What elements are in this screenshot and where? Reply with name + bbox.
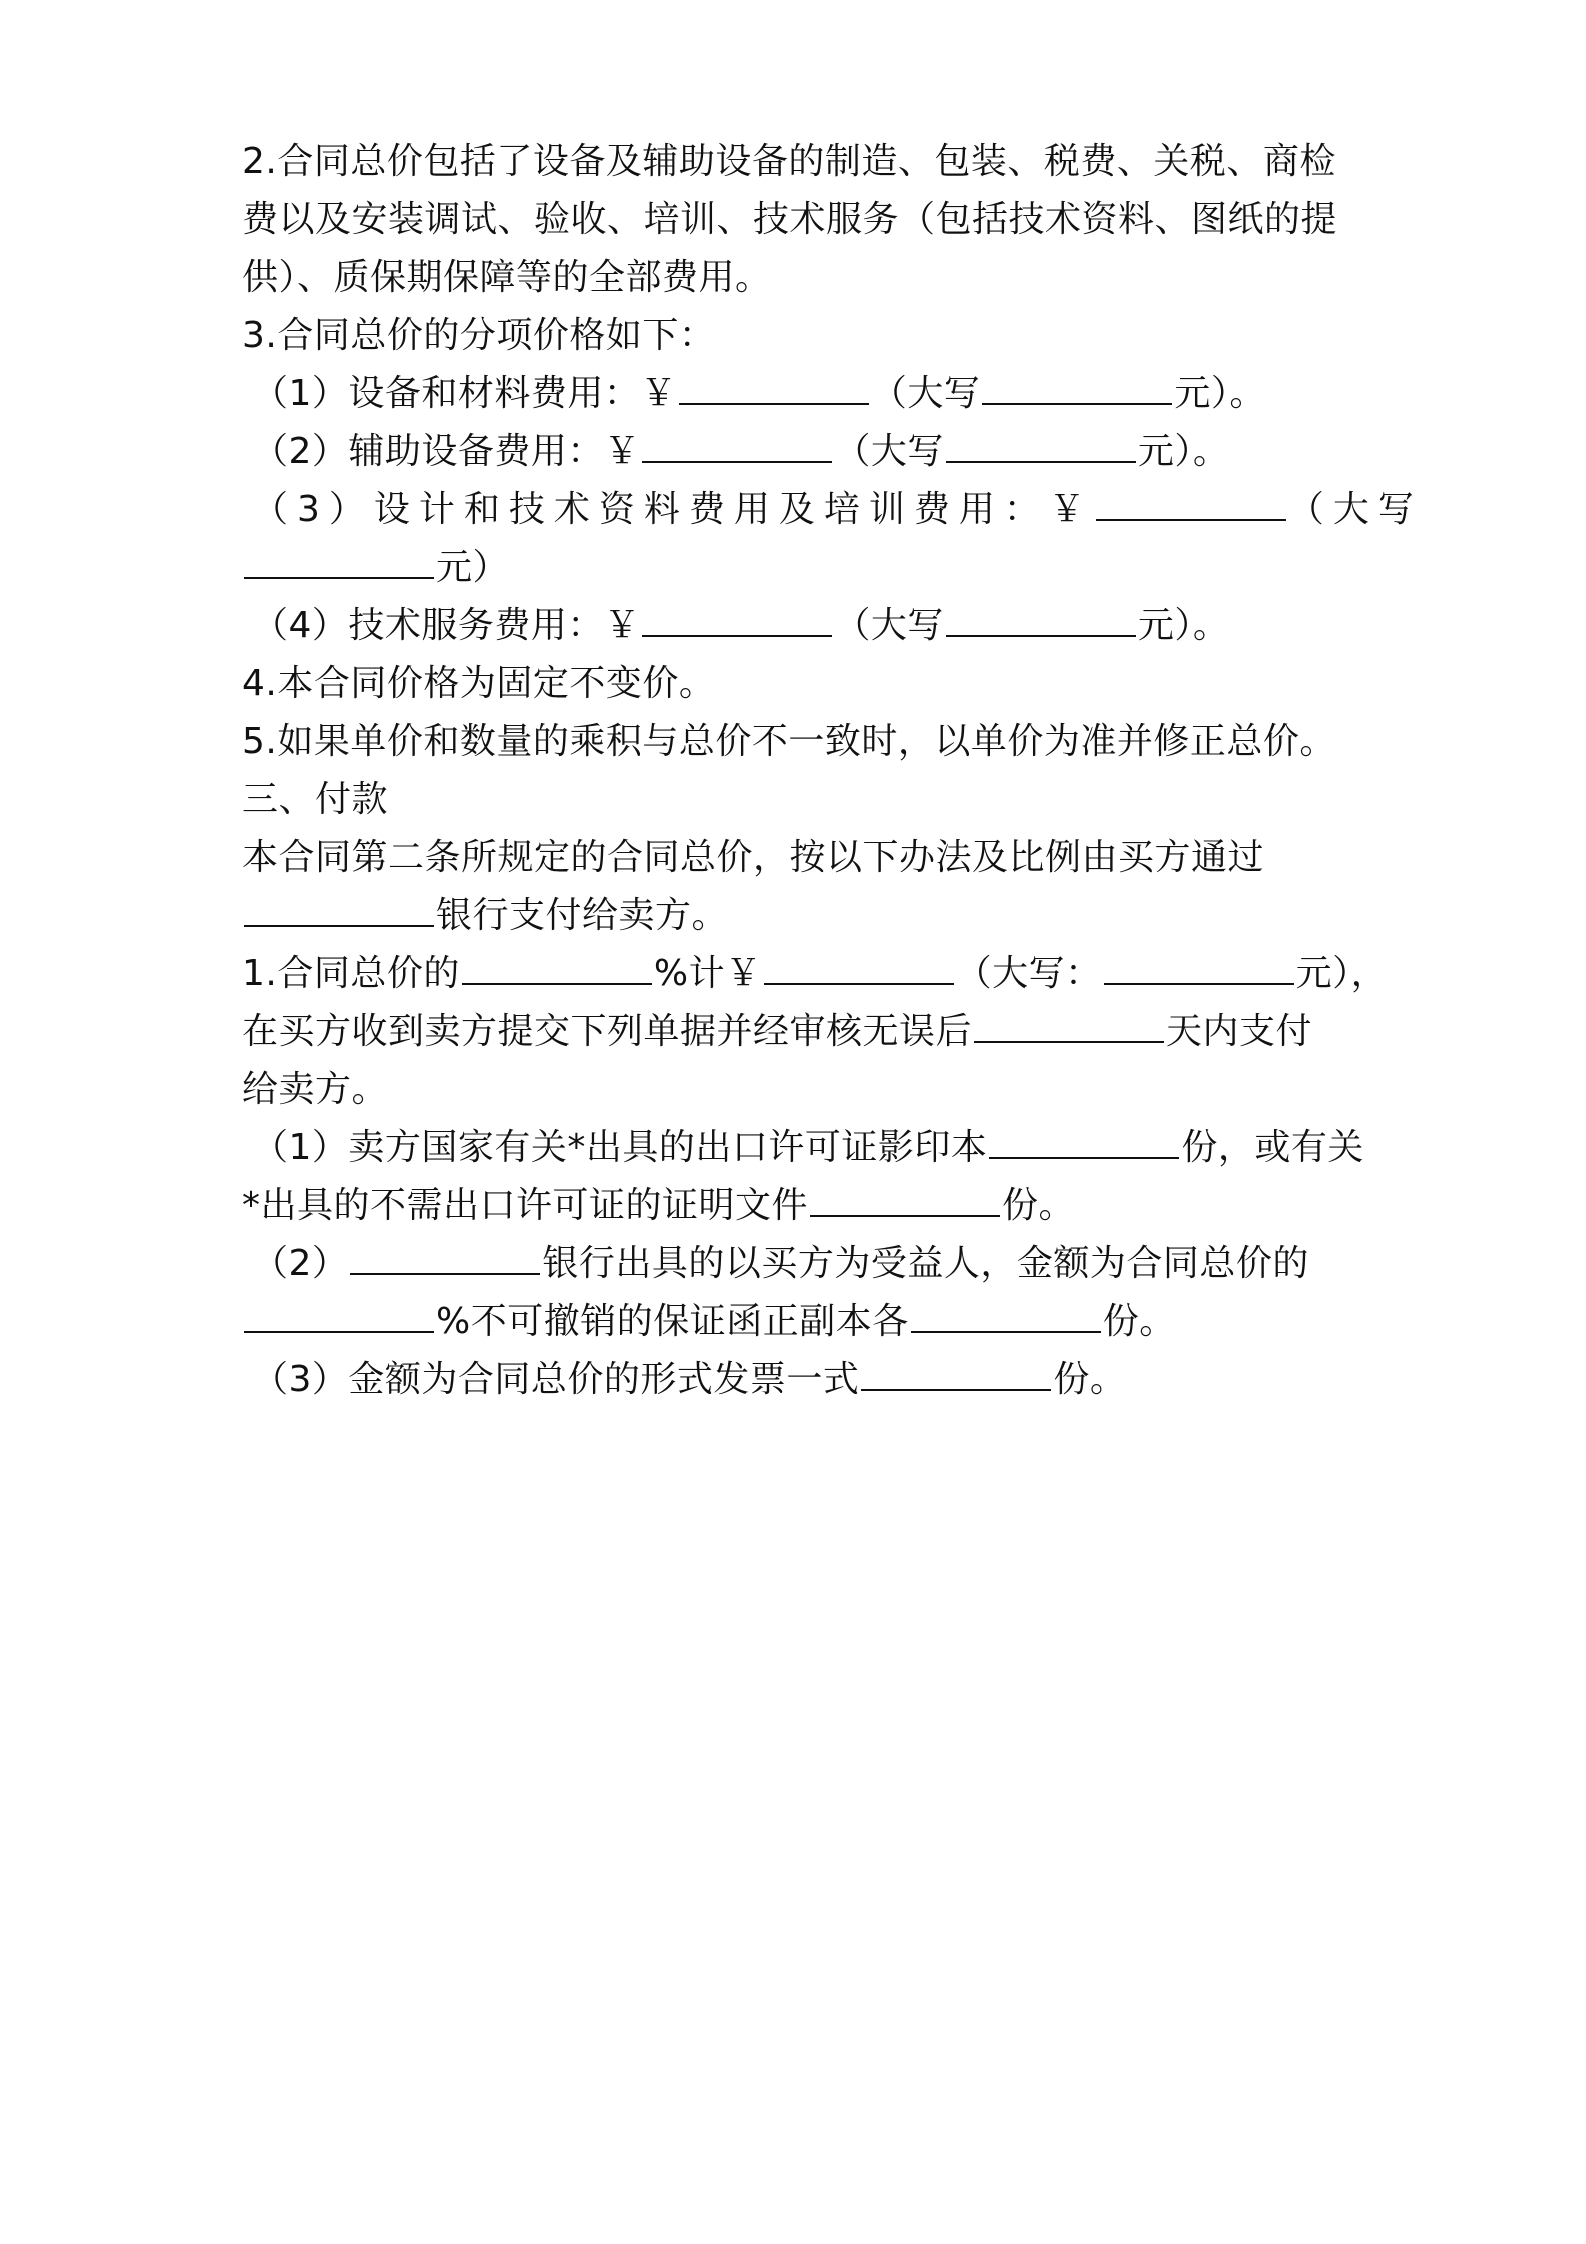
paragraph-line: 2.合同总价包括了设备及辅助设备的制造、包装、税费、关税、商检 xyxy=(242,141,1336,182)
document-item-1 xyxy=(252,1124,1372,1172)
blank-field[interactable] xyxy=(642,605,832,637)
price-item-3-continued xyxy=(242,544,1362,592)
paragraph-line: 3.合同总价的分项价格如下： xyxy=(242,315,716,356)
blank-field[interactable] xyxy=(679,373,869,405)
blank-field[interactable] xyxy=(244,1301,434,1333)
price-item-mid: （大写 xyxy=(1287,489,1423,530)
payment-text: 天内支付 xyxy=(1166,1011,1313,1052)
document-item-2-continued xyxy=(242,1298,1362,1346)
document-text: %不可撤销的保证函正副本各 xyxy=(436,1301,909,1342)
blank-field[interactable] xyxy=(642,431,832,463)
document-text: （1）卖方国家有关*出具的出口许可证影印本 xyxy=(252,1127,988,1168)
blank-field[interactable] xyxy=(244,895,434,927)
document-text: 份。 xyxy=(1102,1301,1176,1342)
bank-line-text: 银行支付给卖方。 xyxy=(436,895,729,936)
paragraph-line: 本合同第二条所规定的合同总价，按以下办法及比例由买方通过 xyxy=(242,837,1265,878)
paragraph-line: 费以及安装调试、验收、培训、技术服务（包括技术资料、图纸的提 xyxy=(242,199,1338,240)
payment-text: 在买方收到卖方提交下列单据并经审核无误后 xyxy=(242,1011,973,1052)
price-item-mid: （大写 xyxy=(834,431,944,472)
price-item-2 xyxy=(252,428,1372,476)
price-item-end: 元）。 xyxy=(1137,605,1230,646)
document-text: *出具的不需出口许可证的证明文件 xyxy=(242,1185,809,1226)
paragraph-line: 供）、质保期保障等的全部费用。 xyxy=(242,257,772,298)
price-item-mid: （大写 xyxy=(834,605,944,646)
blank-field[interactable] xyxy=(861,1359,1051,1391)
price-item-label: （1）设备和材料费用：￥ xyxy=(252,373,677,414)
blank-field[interactable] xyxy=(989,1127,1179,1159)
blank-field[interactable] xyxy=(764,953,954,985)
price-item-label: （3）设计和技术资料费用及培训费用：￥ xyxy=(252,489,1094,530)
blank-field[interactable] xyxy=(982,373,1172,405)
blank-field[interactable] xyxy=(946,431,1136,463)
document-text: 银行出具的以买方为受益人，金额为合同总价的 xyxy=(542,1243,1309,1284)
payment-text: 1.合同总价的 xyxy=(242,953,460,994)
document-text: 份。 xyxy=(1053,1359,1127,1400)
price-item-1 xyxy=(252,370,1372,418)
blank-field[interactable] xyxy=(1104,953,1294,985)
blank-field[interactable] xyxy=(974,1011,1164,1043)
blank-field[interactable] xyxy=(810,1185,1000,1217)
paragraph-line: 4.本合同价格为固定不变价。 xyxy=(242,663,716,704)
document-item-3 xyxy=(252,1356,1372,1404)
document-item-1-continued xyxy=(242,1182,1362,1230)
price-item-end: 元）。 xyxy=(1174,373,1266,414)
payment-item-1 xyxy=(242,950,1388,998)
paragraph-line: 5.如果单价和数量的乘积与总价不一致时，以单价为准并修正总价。 xyxy=(242,721,1336,762)
bank-line xyxy=(242,892,1362,940)
section-heading: 三、付款 xyxy=(242,779,389,820)
price-item-label: （4）技术服务费用：￥ xyxy=(252,605,641,646)
price-item-4 xyxy=(252,602,1372,650)
blank-field[interactable] xyxy=(1096,489,1286,521)
document-text: （3）金额为合同总价的形式发票一式 xyxy=(252,1359,860,1400)
document-text: （2） xyxy=(252,1243,349,1284)
payment-text: 元）， xyxy=(1295,953,1388,994)
payment-text: （大写： xyxy=(955,953,1102,994)
payment-text: %计￥ xyxy=(653,953,762,994)
blank-field[interactable] xyxy=(350,1243,540,1275)
paragraph-line: 给卖方。 xyxy=(242,1069,389,1110)
price-item-end: 元） xyxy=(436,547,510,588)
price-item-3 xyxy=(252,486,1423,534)
blank-field[interactable] xyxy=(244,547,434,579)
price-item-end: 元）。 xyxy=(1137,431,1230,472)
document-text: 份，或有关 xyxy=(1181,1127,1364,1168)
payment-item-1-continued xyxy=(242,1008,1362,1056)
price-item-mid: （大写 xyxy=(870,373,981,414)
price-item-label: （2）辅助设备费用：￥ xyxy=(252,431,641,472)
blank-field[interactable] xyxy=(946,605,1136,637)
blank-field[interactable] xyxy=(911,1301,1101,1333)
document-text: 份。 xyxy=(1002,1185,1076,1226)
blank-field[interactable] xyxy=(462,953,652,985)
document-item-2 xyxy=(252,1240,1372,1288)
